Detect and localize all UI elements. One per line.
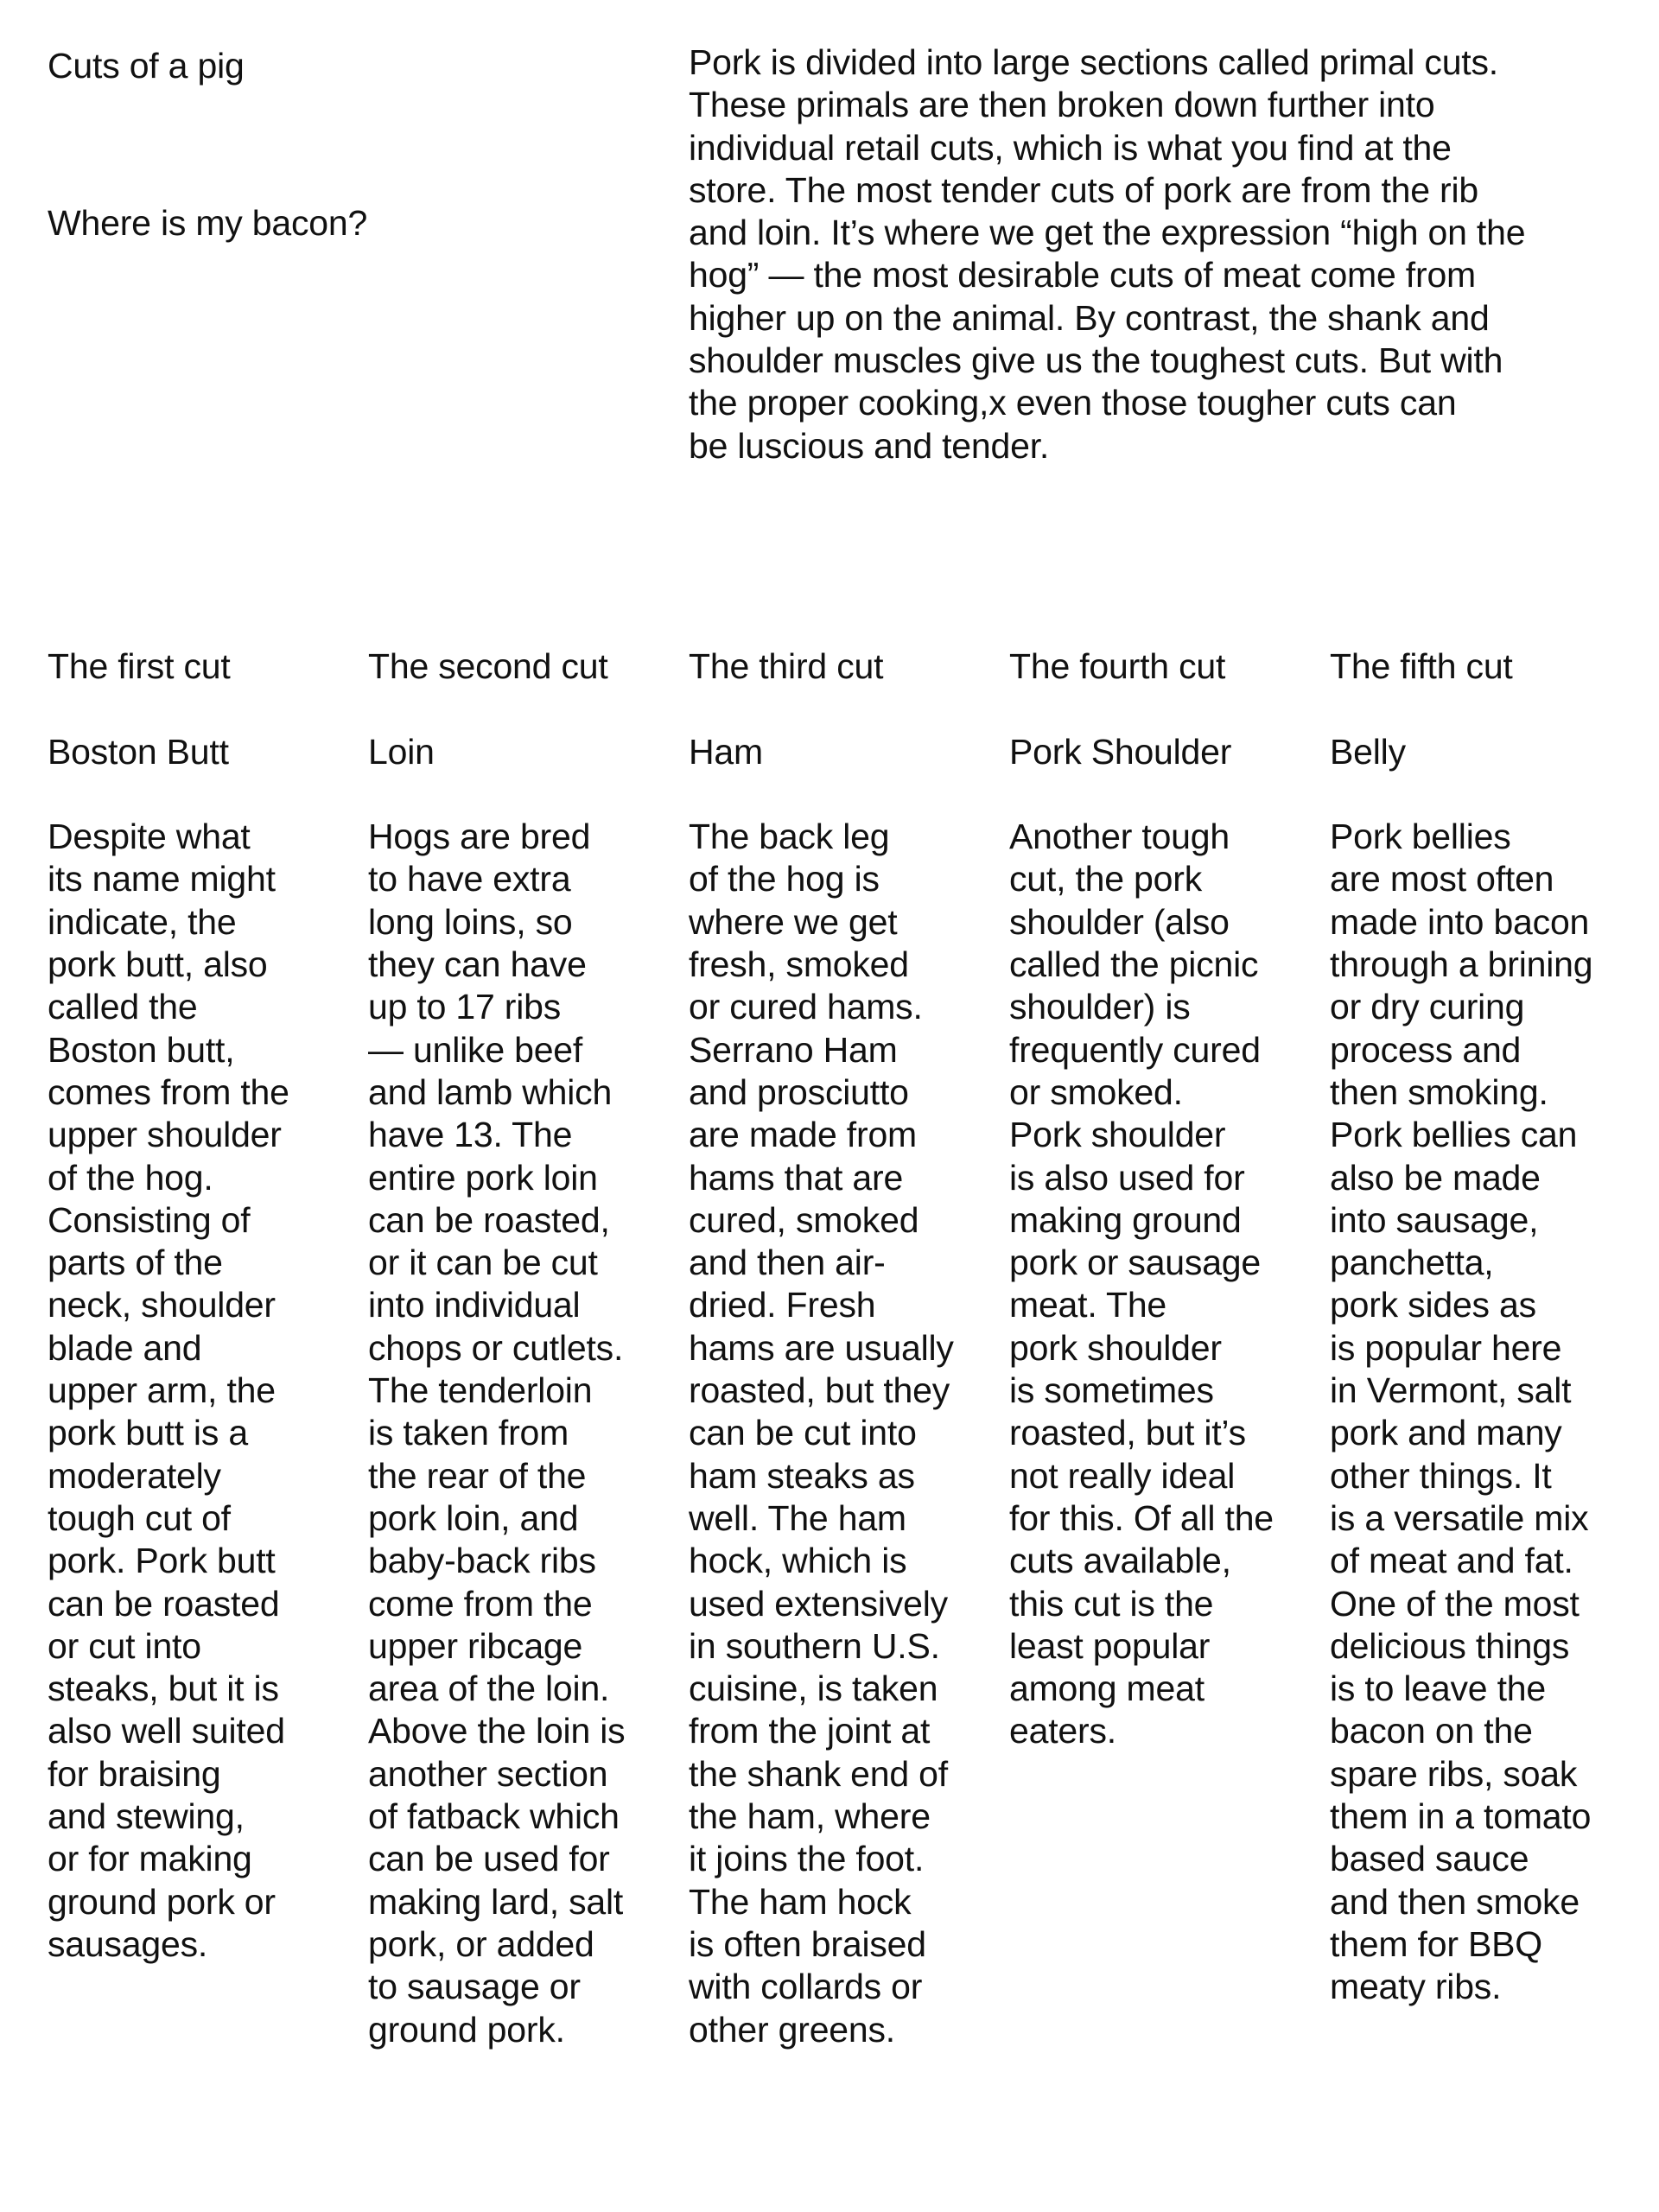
cut-description: Hogs are bred to have extra long loins, so they can have up to 17 ribs — unlike beef and lamb which have 13. The entire pork loin can be roasted, or it can be cut into individual chops or cutlets. The tenderloin is taken from the rear of the pork loin, and baby-back ribs come from the upper ribcage area of the loin. Above the loin is another section of fatback which can be used for making lard, salt pork, or added to sausage or ground pork. xyxy=(368,817,626,2050)
cut-name: Loin xyxy=(368,731,435,772)
cut-column-belly xyxy=(1330,645,1651,2009)
cut-description: Another tough cut, the pork shoulder (also called the picnic shoulder) is frequently cured or smoked. Pork shoulder is also used for making ground pork or sausage meat. The pork shoulder is sometimes roasted, but it’s not really ideal for this. Of all the cuts available, this cut is the least popular among meat eaters. xyxy=(1009,817,1274,1751)
intro-paragraph: Pork is divided into large sections called primal cuts. These primals are then broken down further into individual retail cuts, which is what you find at the store. The most tender cuts of pork are from the rib and loin. It’s where we get the expression “high on the hog” — the most desirable cuts of meat come from higher up on the animal. By contrast, the shank and shoulder muscles give us the toughest cuts. But with the proper cooking,x even those tougher cuts can be luscious and tender. xyxy=(689,42,1526,466)
page-title: Cuts of a pig xyxy=(48,46,245,86)
cut-name: Ham xyxy=(689,731,763,772)
cut-name: Boston Butt xyxy=(48,731,229,772)
cut-label: The first cut xyxy=(48,646,231,686)
cut-name: Belly xyxy=(1330,731,1406,772)
cut-label: The fourth cut xyxy=(1009,646,1226,686)
cut-column-ham xyxy=(689,645,1010,2051)
cut-name: Pork Shoulder xyxy=(1009,731,1232,772)
cut-description: The back leg of the hog is where we get fresh, smoked or cured hams. Serrano Ham and prosciutto are made from hams that are cured, smoked and then air- dried. Fresh hams are usually roasted, but they can be cut into ham steaks as well. The ham hock, which is used extensively in southern U.S. cuisine, is taken from the joint at the shank end of the ham, where it joins the foot. The ham hock is often braised with collards or other greens. xyxy=(689,817,954,2050)
cut-label: The fifth cut xyxy=(1330,646,1513,686)
cut-description: Pork bellies are most often made into bacon through a brining or dry curing process and then smoking. Pork bellies can also be made into sausage, panchetta, pork sides as is popular here in Vermont, salt pork and many other things. It is a versatile mix of meat and fat. One of the most delicious things is to leave the bacon on the spare ribs, soak them in a tomato based sauce and then smoke them for BBQ meaty ribs. xyxy=(1330,817,1593,2007)
cut-label: The second cut xyxy=(368,646,608,686)
page-subtitle: Where is my bacon? xyxy=(48,203,368,243)
cut-column-boston-butt xyxy=(48,645,369,1966)
cut-column-pork-shoulder xyxy=(1009,645,1331,1753)
cut-column-loin xyxy=(368,645,690,2051)
cut-label: The third cut xyxy=(689,646,884,686)
cut-description: Despite what its name might indicate, the pork butt, also called the Boston butt, comes from the upper shoulder of the hog. Consisting of parts of the neck, shoulder blade and upper arm, the pork butt is a moderately tough cut of pork. Pork butt can be roasted or cut into steaks, but it is also well suited for braising and stewing, or for making ground pork or sausages. xyxy=(48,817,289,1964)
